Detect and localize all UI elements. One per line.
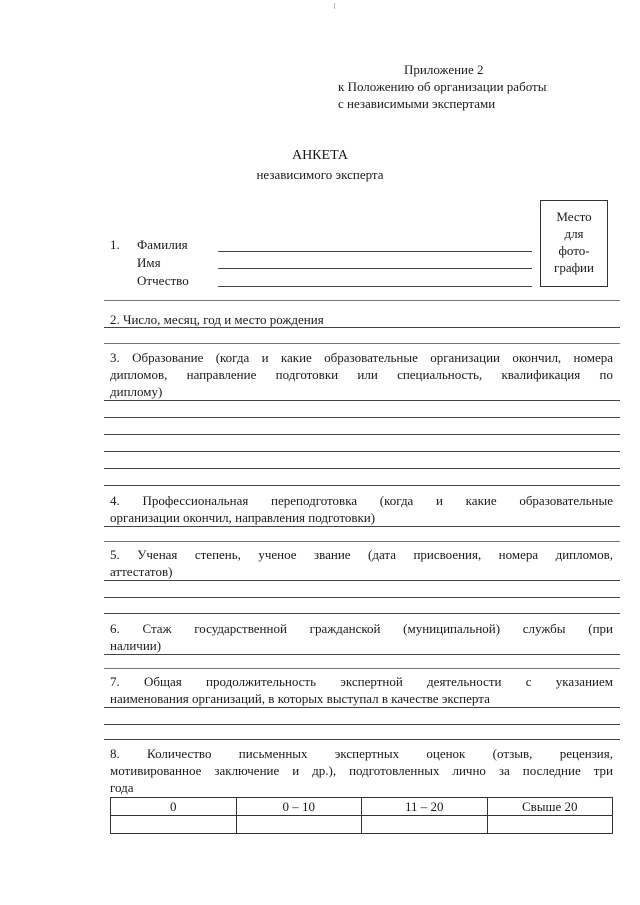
expert-duration-field-2[interactable] (104, 724, 620, 725)
photo-label-4: графии (554, 260, 594, 275)
surname-label: Фамилия (137, 237, 188, 252)
education-field-1[interactable] (104, 400, 620, 401)
retraining-field[interactable] (104, 526, 620, 527)
header-cell-over-20: Свыше 20 (487, 798, 613, 816)
expert-duration-line-2: наименования организаций, в которых выступал в качестве эксперта (110, 691, 490, 706)
service-label (110, 620, 613, 654)
value-cell-0-10[interactable] (236, 816, 362, 834)
value-cell-11-20[interactable] (362, 816, 488, 834)
first-name-field[interactable] (218, 268, 532, 269)
service-line-2: наличии) (110, 638, 162, 653)
degree-field-1[interactable] (104, 580, 620, 581)
assessments-table (110, 797, 613, 834)
service-field[interactable] (104, 654, 620, 655)
value-cell-over-20[interactable] (487, 816, 613, 834)
degree-field-2[interactable] (104, 597, 620, 598)
appendix-line-3: с независимыми экспертами (338, 96, 496, 111)
header-cell-11-20: 11 – 20 (362, 798, 488, 816)
retraining-line-1: 4. Профессиональная переподготовка (когда и какие образовательные (110, 493, 613, 508)
expert-duration-field-1[interactable] (104, 707, 620, 708)
assessments-line-1: 8. Количество письменных экспертных оценок (отзыв, рецензия, (110, 746, 613, 761)
appendix-line-1: Приложение 2 (404, 62, 484, 77)
photo-label-1: Место (556, 209, 592, 224)
photo-label-3: фото- (558, 243, 590, 258)
patronymic-label: Отчество (137, 273, 189, 288)
appendix-line-2: к Положению об организации работы (338, 79, 547, 94)
header-cell-0-10: 0 – 10 (236, 798, 362, 816)
divider (104, 343, 620, 344)
divider (104, 668, 620, 669)
education-field-4[interactable] (104, 451, 620, 452)
expert-duration-label (110, 673, 613, 707)
patronymic-field[interactable] (218, 286, 532, 287)
divider (104, 300, 620, 301)
education-line-3: диплому) (110, 384, 163, 399)
first-name-label: Имя (137, 255, 161, 270)
service-line-1: 6. Стаж государственной гражданской (муниципальной) службы (при (110, 621, 613, 636)
retraining-line-2: организации окончил, направления подготовки) (110, 510, 376, 525)
table-row (111, 816, 613, 834)
table-header-row (111, 798, 613, 816)
assessments-label (110, 745, 613, 796)
degree-field-3[interactable] (104, 613, 620, 614)
degree-line-1: 5. Ученая степень, ученое звание (дата присвоения, номера дипломов, (110, 547, 613, 562)
appendix-header (338, 61, 598, 112)
divider (104, 541, 620, 542)
assessments-line-3: года (110, 780, 134, 795)
birth-field[interactable] (104, 327, 620, 328)
photo-label-2: для (564, 226, 584, 241)
retraining-label (110, 492, 613, 526)
education-line-1: 3. Образование (когда и какие образовательные организации окончил, номера (110, 350, 613, 365)
photo-placeholder (540, 200, 608, 287)
education-line-2: дипломов, направление подготовки или специальность, квалификация по (110, 367, 613, 382)
education-field-3[interactable] (104, 434, 620, 435)
expert-duration-field-3[interactable] (104, 739, 620, 740)
education-label (110, 349, 613, 400)
value-cell-0[interactable] (111, 816, 237, 834)
scan-mark (334, 3, 335, 9)
expert-duration-line-1: 7. Общая продолжительность экспертной деятельности с указанием (110, 674, 613, 689)
assessments-line-2: мотивированное заключение и др.), подготовленных лично за последние три (110, 763, 613, 778)
form-title: АНКЕТА (291, 148, 349, 163)
header-cell-0: 0 (111, 798, 237, 816)
form-subtitle: независимого эксперта (256, 167, 384, 182)
degree-label (110, 546, 613, 580)
education-field-6[interactable] (104, 485, 620, 486)
birth-label: 2. Число, месяц, год и место рождения (110, 312, 324, 327)
degree-line-2: аттестатов) (110, 564, 173, 579)
education-field-2[interactable] (104, 417, 620, 418)
section-1-number: 1. (110, 237, 120, 252)
surname-field[interactable] (218, 251, 532, 252)
education-field-5[interactable] (104, 468, 620, 469)
